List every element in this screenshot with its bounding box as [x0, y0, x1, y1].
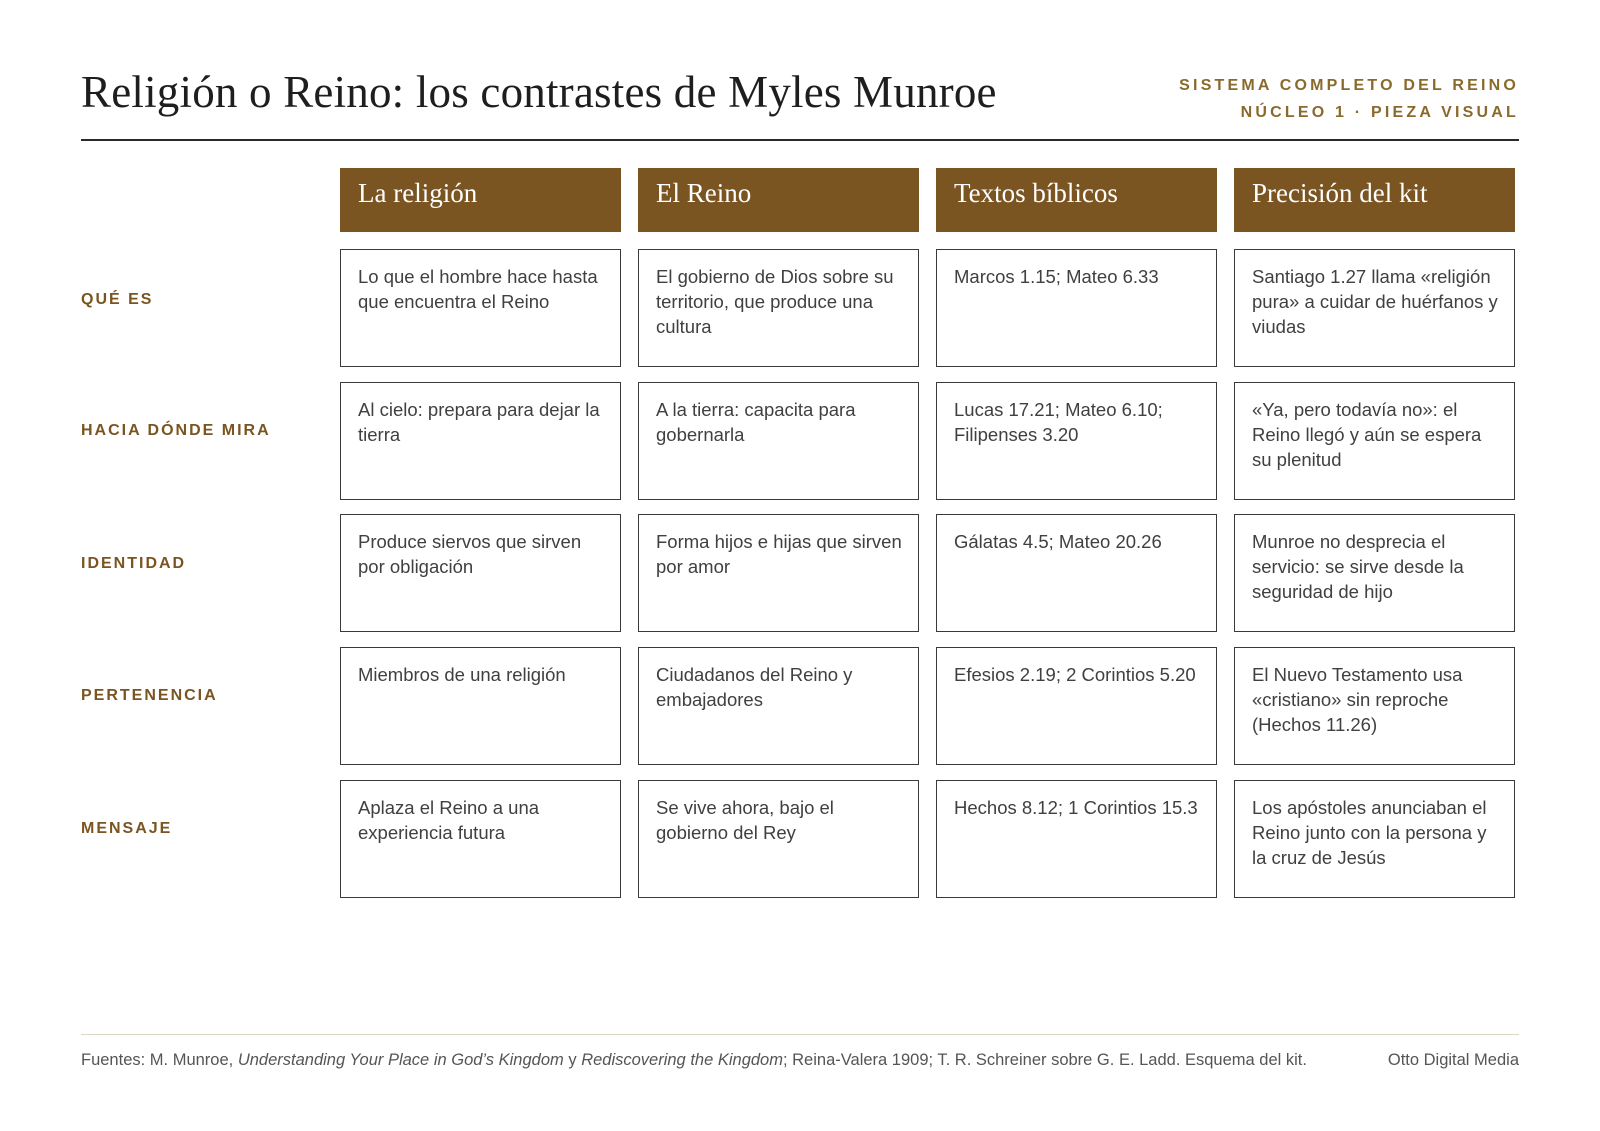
- book-title-2: Rediscovering the Kingdom: [581, 1051, 783, 1069]
- table-cell: Produce siervos que sirven por obligación: [340, 514, 621, 632]
- table-cell: Al cielo: prepara para dejar la tierra: [340, 382, 621, 500]
- table-cell: Los apóstoles anunciaban el Reino junto con la persona y la cruz de Jesús: [1234, 780, 1515, 898]
- row-label-mensaje: MENSAJE: [81, 820, 173, 837]
- table-cell: Marcos 1.15; Mateo 6.33: [936, 249, 1217, 367]
- table-cell: Miembros de una religión: [340, 647, 621, 765]
- sources-prefix: Fuentes: M. Munroe,: [81, 1051, 238, 1069]
- table-cell: Se vive ahora, bajo el gobierno del Rey: [638, 780, 919, 898]
- table-cell: El gobierno de Dios sobre su territorio, que produce una cultura: [638, 249, 919, 367]
- table-cell: Gálatas 4.5; Mateo 20.26: [936, 514, 1217, 632]
- book-title-1: Understanding Your Place in God’s Kingdom: [237, 1051, 564, 1069]
- table-cell: «Ya, pero todavía no»: el Reino llegó y aún se espera su plenitud: [1234, 382, 1515, 500]
- row-label-pertenencia: PERTENENCIA: [81, 687, 218, 704]
- kicker-line-2: NÚCLEO 1 · PIEZA VISUAL: [1240, 104, 1519, 121]
- table-cell: Santiago 1.27 llama «religión pura» a cuidar de huérfanos y viudas: [1234, 249, 1515, 367]
- table-cell: A la tierra: capacita para gobernarla: [638, 382, 919, 500]
- column-header-precision: Precisión del kit: [1234, 168, 1515, 232]
- column-header-reino: El Reino: [638, 168, 919, 232]
- table-cell: Ciudadanos del Reino y embajadores: [638, 647, 919, 765]
- row-label-identidad: IDENTIDAD: [81, 555, 187, 572]
- column-header-religion: La religión: [340, 168, 621, 232]
- sources-connector: y: [563, 1051, 582, 1069]
- table-cell: El Nuevo Testamento usa «cristiano» sin reproche (Hechos 11.26): [1234, 647, 1515, 765]
- footer-sources: [81, 1051, 1307, 1070]
- footer-divider: [81, 1034, 1519, 1035]
- row-label-hacia-donde-mira: HACIA DÓNDE MIRA: [81, 422, 271, 439]
- table-cell: Munroe no desprecia el servicio: se sirve desde la seguridad de hijo: [1234, 514, 1515, 632]
- header-kicker: [1179, 72, 1519, 126]
- table-cell: Lucas 17.21; Mateo 6.10; Filipenses 3.20: [936, 382, 1217, 500]
- column-header-textos: Textos bíblicos: [936, 168, 1217, 232]
- sources-suffix: ; Reina-Valera 1909; T. R. Schreiner sobre G. E. Ladd. Esquema del kit.: [782, 1051, 1307, 1069]
- table-cell: Lo que el hombre hace hasta que encuentra el Reino: [340, 249, 621, 367]
- row-label-que-es: QUÉ ES: [81, 291, 154, 308]
- table-cell: Efesios 2.19; 2 Corintios 5.20: [936, 647, 1217, 765]
- table-cell: Aplaza el Reino a una experiencia futura: [340, 780, 621, 898]
- table-cell: Forma hijos e hijas que sirven por amor: [638, 514, 919, 632]
- table-cell: Hechos 8.12; 1 Corintios 15.3: [936, 780, 1217, 898]
- footer-brand: Otto Digital Media: [1387, 1051, 1519, 1069]
- top-divider: [81, 139, 1519, 141]
- page-title: Religión o Reino: los contrastes de Myles Munroe: [81, 67, 997, 117]
- kicker-line-1: SISTEMA COMPLETO DEL REINO: [1179, 77, 1519, 94]
